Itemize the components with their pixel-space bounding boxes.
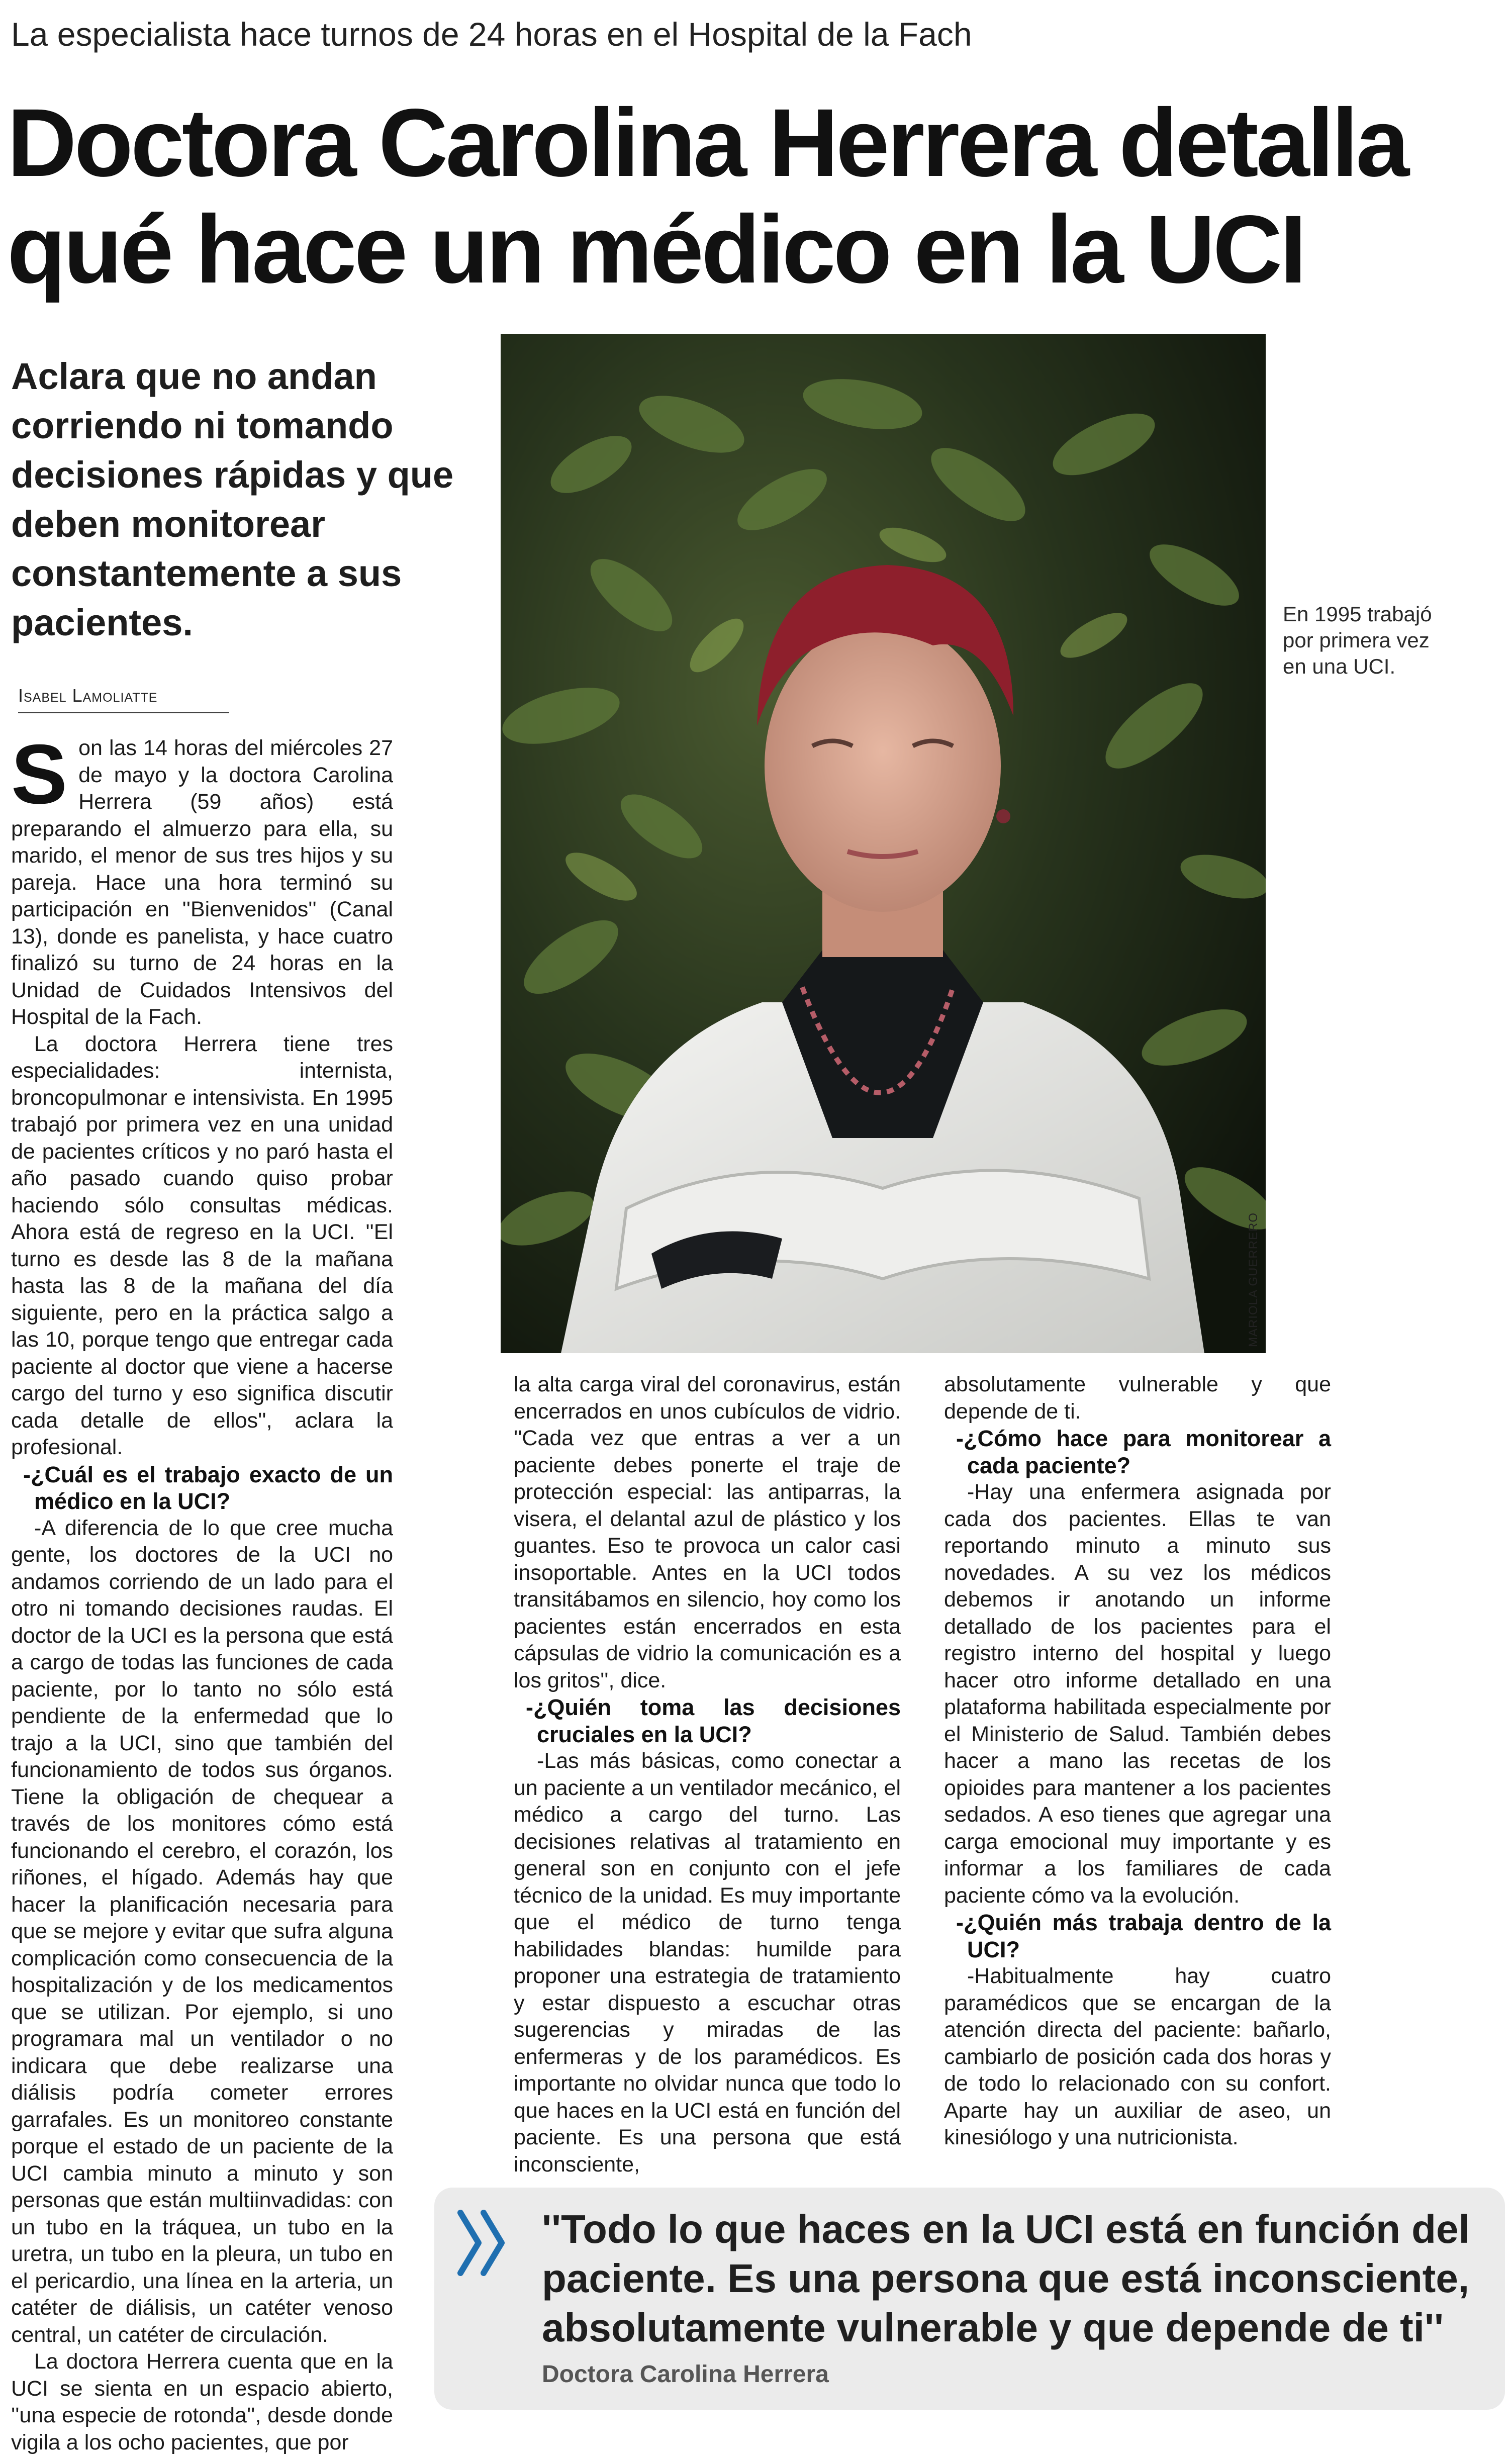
headline-line-1: Doctora Carolina Herrera detalla	[7, 88, 1407, 197]
interview-answer: -Habitualmente hay cuatro paramédicos que se encargan de la atención directa del paciente: bañarlo, cambiarlo de posición cada dos horas y de todo lo relacionado con su confort. Aparte hay un auxiliar de aseo, un kinesiólogo y una nutricionista.	[944, 1964, 1331, 2149]
headline-line-2: qué hace un médico en la UCI	[7, 195, 1304, 303]
drop-cap: S	[11, 727, 68, 821]
portrait-photo	[501, 334, 1266, 1353]
photo-credit: MARIOLA GUERRERO	[1247, 1212, 1260, 1347]
article-paragraph: la alta carga viral del coronavirus, están encerrados en unos cubículos de vidrio. ''Cada vez que entras a ver a un paciente debes ponerte el traje de protección especial: las antiparras, la visera, el delantal azul de plástico y los guantes. Eso te provoca un calor casi insoportable. Antes en la UCI todos transitábamos en silencio, hoy como los pacientes están encerrados en esta cápsulas de vidrio la comunicación es a los gritos'', dice.	[514, 1372, 901, 1692]
article-paragraph: Son las 14 horas del miércoles 27 de mayo y la doctora Carolina Herrera (59 años) está preparando el almuerzo para ella, su marido, el menor de sus tres hijos y su pareja. Hace una hora terminó su participación en ''Bienvenidos'' (Canal 13), donde es panelista, y hace cuatro finalizó su turno de 24 horas en la Unidad de Cuidados Intensivos del Hospital de la Fach.	[11, 727, 393, 1029]
pull-quote-author: Doctora Carolina Herrera	[542, 2361, 829, 2388]
article-paragraph: La doctora Herrera tiene tres especialidades: internista, broncopulmonar e intensivista. En 1995 trabajó por primera vez en una unidad de pacientes críticos y no paró hasta el año pasado cuando quiso probar haciendo sólo consultas médicas. Ahora está de regreso en la UCI. ''El turno es desde las 8 de la mañana hasta las 8 de la mañana del día siguiente, pero en la práctica salgo a las 10, porque tengo que entregar cada paciente al doctor que viene a hacerse cargo del turno y eso significa discutir cada detalle de ellos'', aclara la profesional.	[11, 1031, 393, 1459]
headline	[7, 89, 1495, 303]
interview-question: -¿Quién toma las decisiones cruciales en la UCI?	[526, 1694, 901, 1747]
interview-question: -¿Cuál es el trabajo exacto de un médico en la UCI?	[23, 1461, 393, 1514]
pull-quote-box	[434, 2188, 1505, 2410]
kicker: La especialista hace turnos de 24 horas en el Hospital de la Fach	[11, 16, 972, 53]
interview-answer: -Las más básicas, como conectar a un paciente a un ventilador mecánico, el médico a cargo del turno. Las decisiones relativas al tratamiento en general son en conjunto con el jefe técnico de la unidad. Es muy importante que el médico de turno tenga habilidades blandas: humilde para proponer una estrategia de tratamiento y estar dispuesto a escuchar otras sugerencias y miradas de las enfermeras y de los paramédicos. Es importante no olvidar nunca que todo lo que haces en la UCI está en función del paciente. Es una persona que está inconsciente,	[514, 1749, 901, 2177]
photo-caption: En 1995 trabajó por primera vez en una UCI.	[1283, 602, 1432, 678]
article-paragraph: absolutamente vulnerable y que depende de ti.	[944, 1372, 1331, 1424]
article-column-3	[944, 1371, 1331, 2151]
interview-question: -¿Quién más trabaja dentro de la UCI?	[956, 1910, 1331, 1962]
interview-answer: -Hay una enfermera asignada por cada dos pacientes. Ellas te van reportando minuto a minuto sus novedades. A su vez los médicos debemos ir anotando un informe detallado de los pacientes para el registro interno del hospital y luego hacer otro informe detallado en una plataforma habilitada especialmente por el Ministerio de Salud. También debes hacer a mano las recetas de los opioides para mantener a los pacientes sedados. A eso tienes que agregar una carga emocional muy importante y es informar a los familiares de cada paciente cómo va la evolución.	[944, 1480, 1331, 1908]
article-paragraph: La doctora Herrera cuenta que en la UCI se sienta en un espacio abierto, ''una especie de rotonda'', desde donde vigila a los ocho pacientes, que por	[11, 2349, 393, 2454]
deck: Aclara que no andan corriendo ni tomando decisiones rápidas y que deben monitorear constantemente a sus pacientes.	[11, 355, 454, 643]
article-column-2	[514, 1371, 901, 2178]
double-chevron-quote-icon	[456, 2208, 512, 2278]
article-column-1	[11, 727, 393, 2456]
interview-question: -¿Cómo hace para monitorear a cada paciente?	[956, 1426, 1331, 1478]
interview-answer: -A diferencia de lo que cree mucha gente, los doctores de la UCI no andamos corriendo de un lado para el otro ni tomando decisiones raudas. El doctor de la UCI es la persona que está a cargo de todas las funciones de cada paciente, por lo tanto no sólo está pendiente de la enfermedad que lo trajo a la UCI, sino que también del funcionamiento de todos sus órganos. Tiene la obligación de chequear a través de los monitores cómo está funcionando el cerebro, el corazón, los riñones, el hígado. Además hay que hacer la planificación necesaria para que se mejore y evitar que sufra alguna complicación como consecuencia de la hospitalización y de los medicamentos que se utilizan. Por ejemplo, si uno programara mal un ventilador o no indicara que debe realizarse una diálisis podría cometer errores garrafales. Es un monitoreo constante porque el estado de un paciente de la UCI cambia minuto a minuto y son personas que están multiinvadidas: con un tubo en la tráquea, un tubo en la uretra, un tubo en la pleura, un tubo en el pericardio, una línea en la arteria, un catéter de diálisis, un catéter venoso central, un catéter de circulación.	[11, 1516, 393, 2347]
byline: Isabel Lamoliatte	[18, 685, 229, 713]
pull-quote-text: ''Todo lo que haces en la UCI está en función del paciente. Es una persona que está inconsciente, absolutamente vulnerable y que depende de ti''	[542, 2207, 1470, 2350]
